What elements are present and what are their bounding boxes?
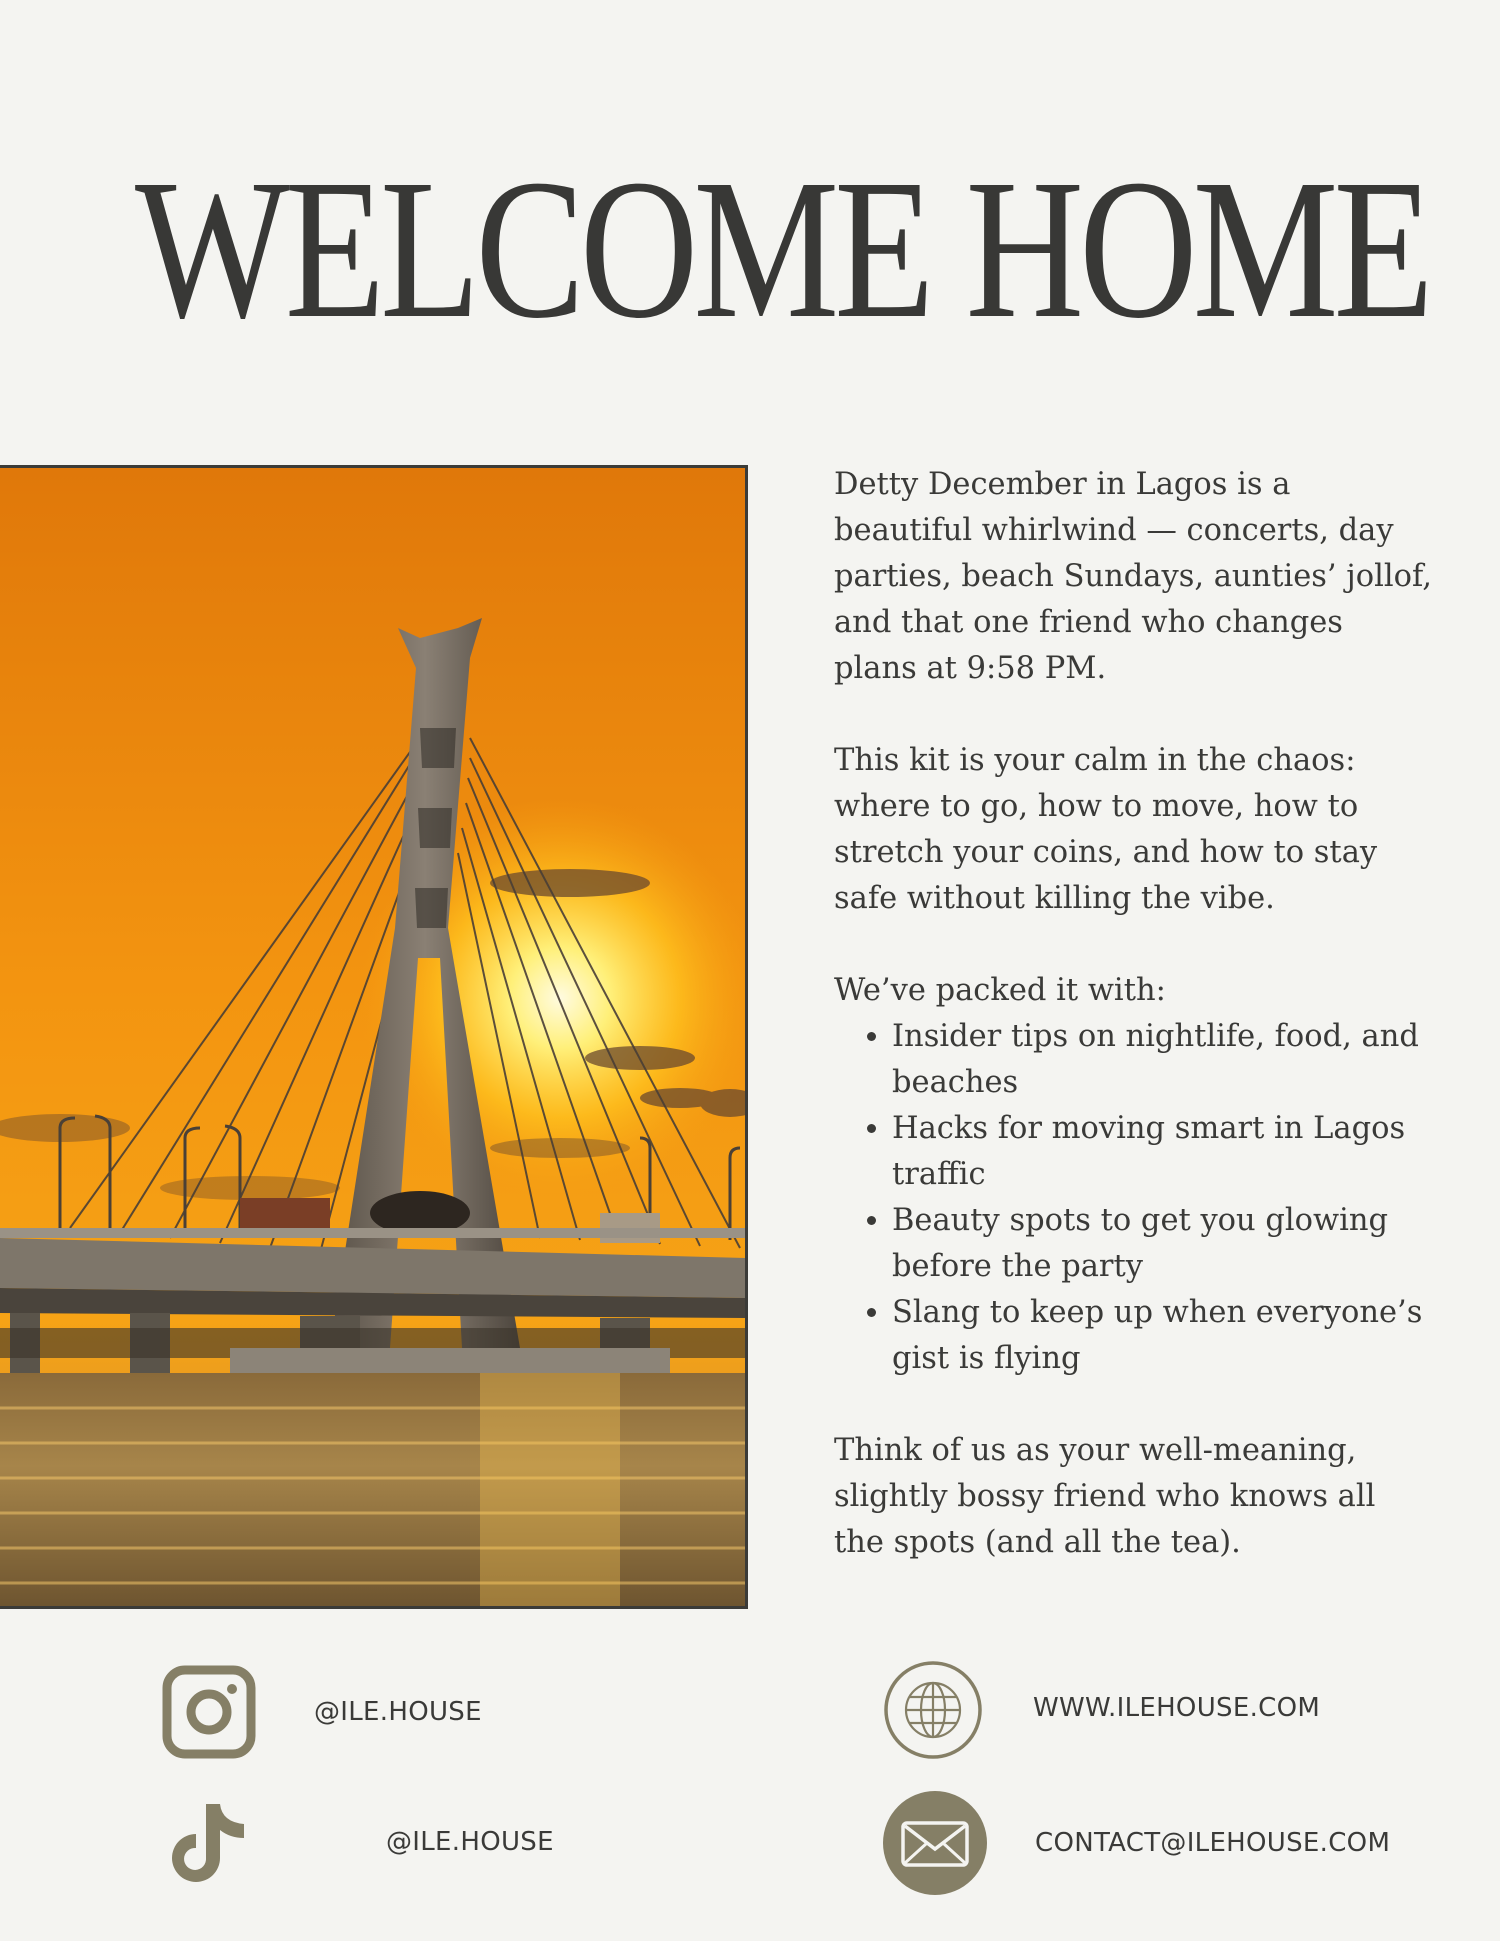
mail-icon bbox=[883, 1791, 987, 1895]
list-item: • Insider tips on nightlife, food, and beaches bbox=[892, 1014, 1434, 1106]
tiktok-contact[interactable] bbox=[168, 1800, 554, 1884]
page-title: WELCOME HOME bbox=[135, 139, 1429, 360]
bridge-sunset-photo bbox=[0, 465, 748, 1609]
body-text bbox=[834, 462, 1434, 1612]
list-item: • Hacks for moving smart in Lagos traffic bbox=[892, 1106, 1434, 1198]
instagram-contact[interactable] bbox=[162, 1665, 482, 1759]
website-url[interactable]: WWW.ILEHOUSE.COM bbox=[1033, 1692, 1321, 1723]
instagram-handle[interactable]: @ILE.HOUSE bbox=[314, 1697, 482, 1727]
tiktok-icon bbox=[168, 1800, 248, 1884]
purpose-paragraph: This kit is your calm in the chaos: where to go, how to move, how to stretch your coins, and how to stay safe without killing the vibe. bbox=[834, 743, 1378, 916]
tiktok-handle[interactable]: @ILE.HOUSE bbox=[386, 1827, 554, 1857]
list-intro: We’ve packed it with: bbox=[834, 973, 1166, 1008]
intro-paragraph: Detty December in Lagos is a beautiful whirlwind — concerts, day parties, beach Sundays, aunties’ jollof, and that one friend who changes plans at 9:58 PM. bbox=[834, 467, 1432, 686]
closing-paragraph: Think of us as your well-meaning, slightly bossy friend who knows all the spots (and all the tea). bbox=[834, 1433, 1376, 1560]
globe-icon bbox=[883, 1660, 983, 1760]
email-address[interactable]: CONTACT@ILEHOUSE.COM bbox=[1035, 1828, 1391, 1858]
instagram-icon bbox=[162, 1665, 256, 1759]
website-contact[interactable] bbox=[883, 1660, 1320, 1760]
list-item: • Slang to keep up when everyone’s gist is flying bbox=[892, 1290, 1434, 1382]
feature-list bbox=[834, 1014, 1434, 1382]
email-contact[interactable] bbox=[883, 1791, 1390, 1895]
list-item: • Beauty spots to get you glowing before the party bbox=[892, 1198, 1434, 1290]
